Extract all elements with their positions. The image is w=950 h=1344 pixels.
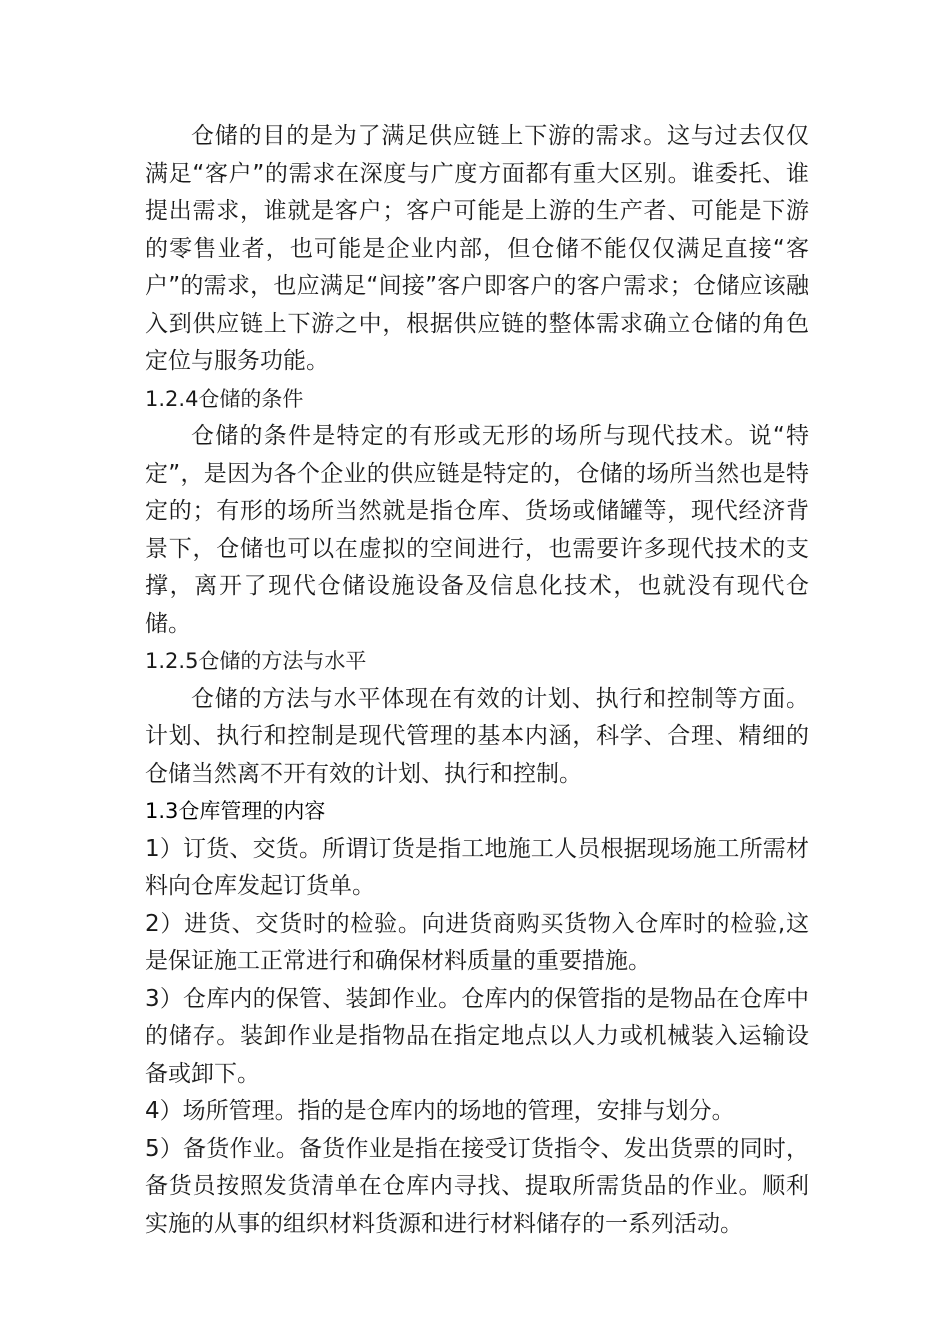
list-item: 2）进货、交货时的检验。向进货商购买货物入仓库时的检验,这是保证施工正常进行和确保材料质量的重要措施。 — [145, 910, 809, 974]
section-heading-1-3: 1.3仓库管理的内容 — [145, 799, 326, 823]
list-item: 4）场所管理。指的是仓库内的场地的管理，安排与划分。 — [145, 1098, 735, 1124]
list-item: 3）仓库内的保管、装卸作业。仓库内的保管指的是物品在仓库中的储存。装卸作业是指物品在指定地点以人力或机械装入运输设备或卸下。 — [145, 985, 809, 1087]
list-item: 1）订货、交货。所谓订货是指工地施工人员根据现场施工所需材料向仓库发起订货单。 — [145, 835, 809, 899]
paragraph-1-2-4: 仓储的条件是特定的有形或无形的场所与现代技术。说“特定”，是因为各个企业的供应链是特定的，仓储的场所当然也是特定的；有形的场所当然就是指仓库、货场或储罐等，现代经济背景下，仓储也可以在虚拟的空间进行，也需要许多现代技术的支撑，离开了现代仓储设施设备及信息化技术，也就没有现代仓储。 — [145, 423, 809, 637]
list-item: 5）备货作业。备货作业是指在接受订货指令、发出货票的同时，备货员按照发货清单在仓库内寻找、提取所需货品的作业。顺利实施的从事的组织材料货源和进行材料储存的一系列活动。 — [145, 1135, 809, 1237]
paragraph-1-2-5: 仓储的方法与水平体现在有效的计划、执行和控制等方面。计划、执行和控制是现代管理的基本内涵，科学、合理、精细的仓储当然离不开有效的计划、执行和控制。 — [145, 685, 809, 787]
document-body — [145, 118, 809, 1243]
section-heading-1-2-5: 1.2.5仓储的方法与水平 — [145, 649, 367, 673]
section-heading-1-2-4: 1.2.4仓储的条件 — [145, 386, 304, 411]
intro-paragraph: 仓储的目的是为了满足供应链上下游的需求。这与过去仅仅满足“客户”的需求在深度与广度方面都有重大区别。谁委托、谁提出需求，谁就是客户；客户可能是上游的生产者、可能是下游的零售业者，也可能是企业内部，但仓储不能仅仅满足直接“客户”的需求，也应满足“间接”客户即客户的客户需求；仓储应该融入到供应链上下游之中，根据供应链的整体需求确立仓储的角色定位与服务功能。 — [145, 123, 809, 374]
